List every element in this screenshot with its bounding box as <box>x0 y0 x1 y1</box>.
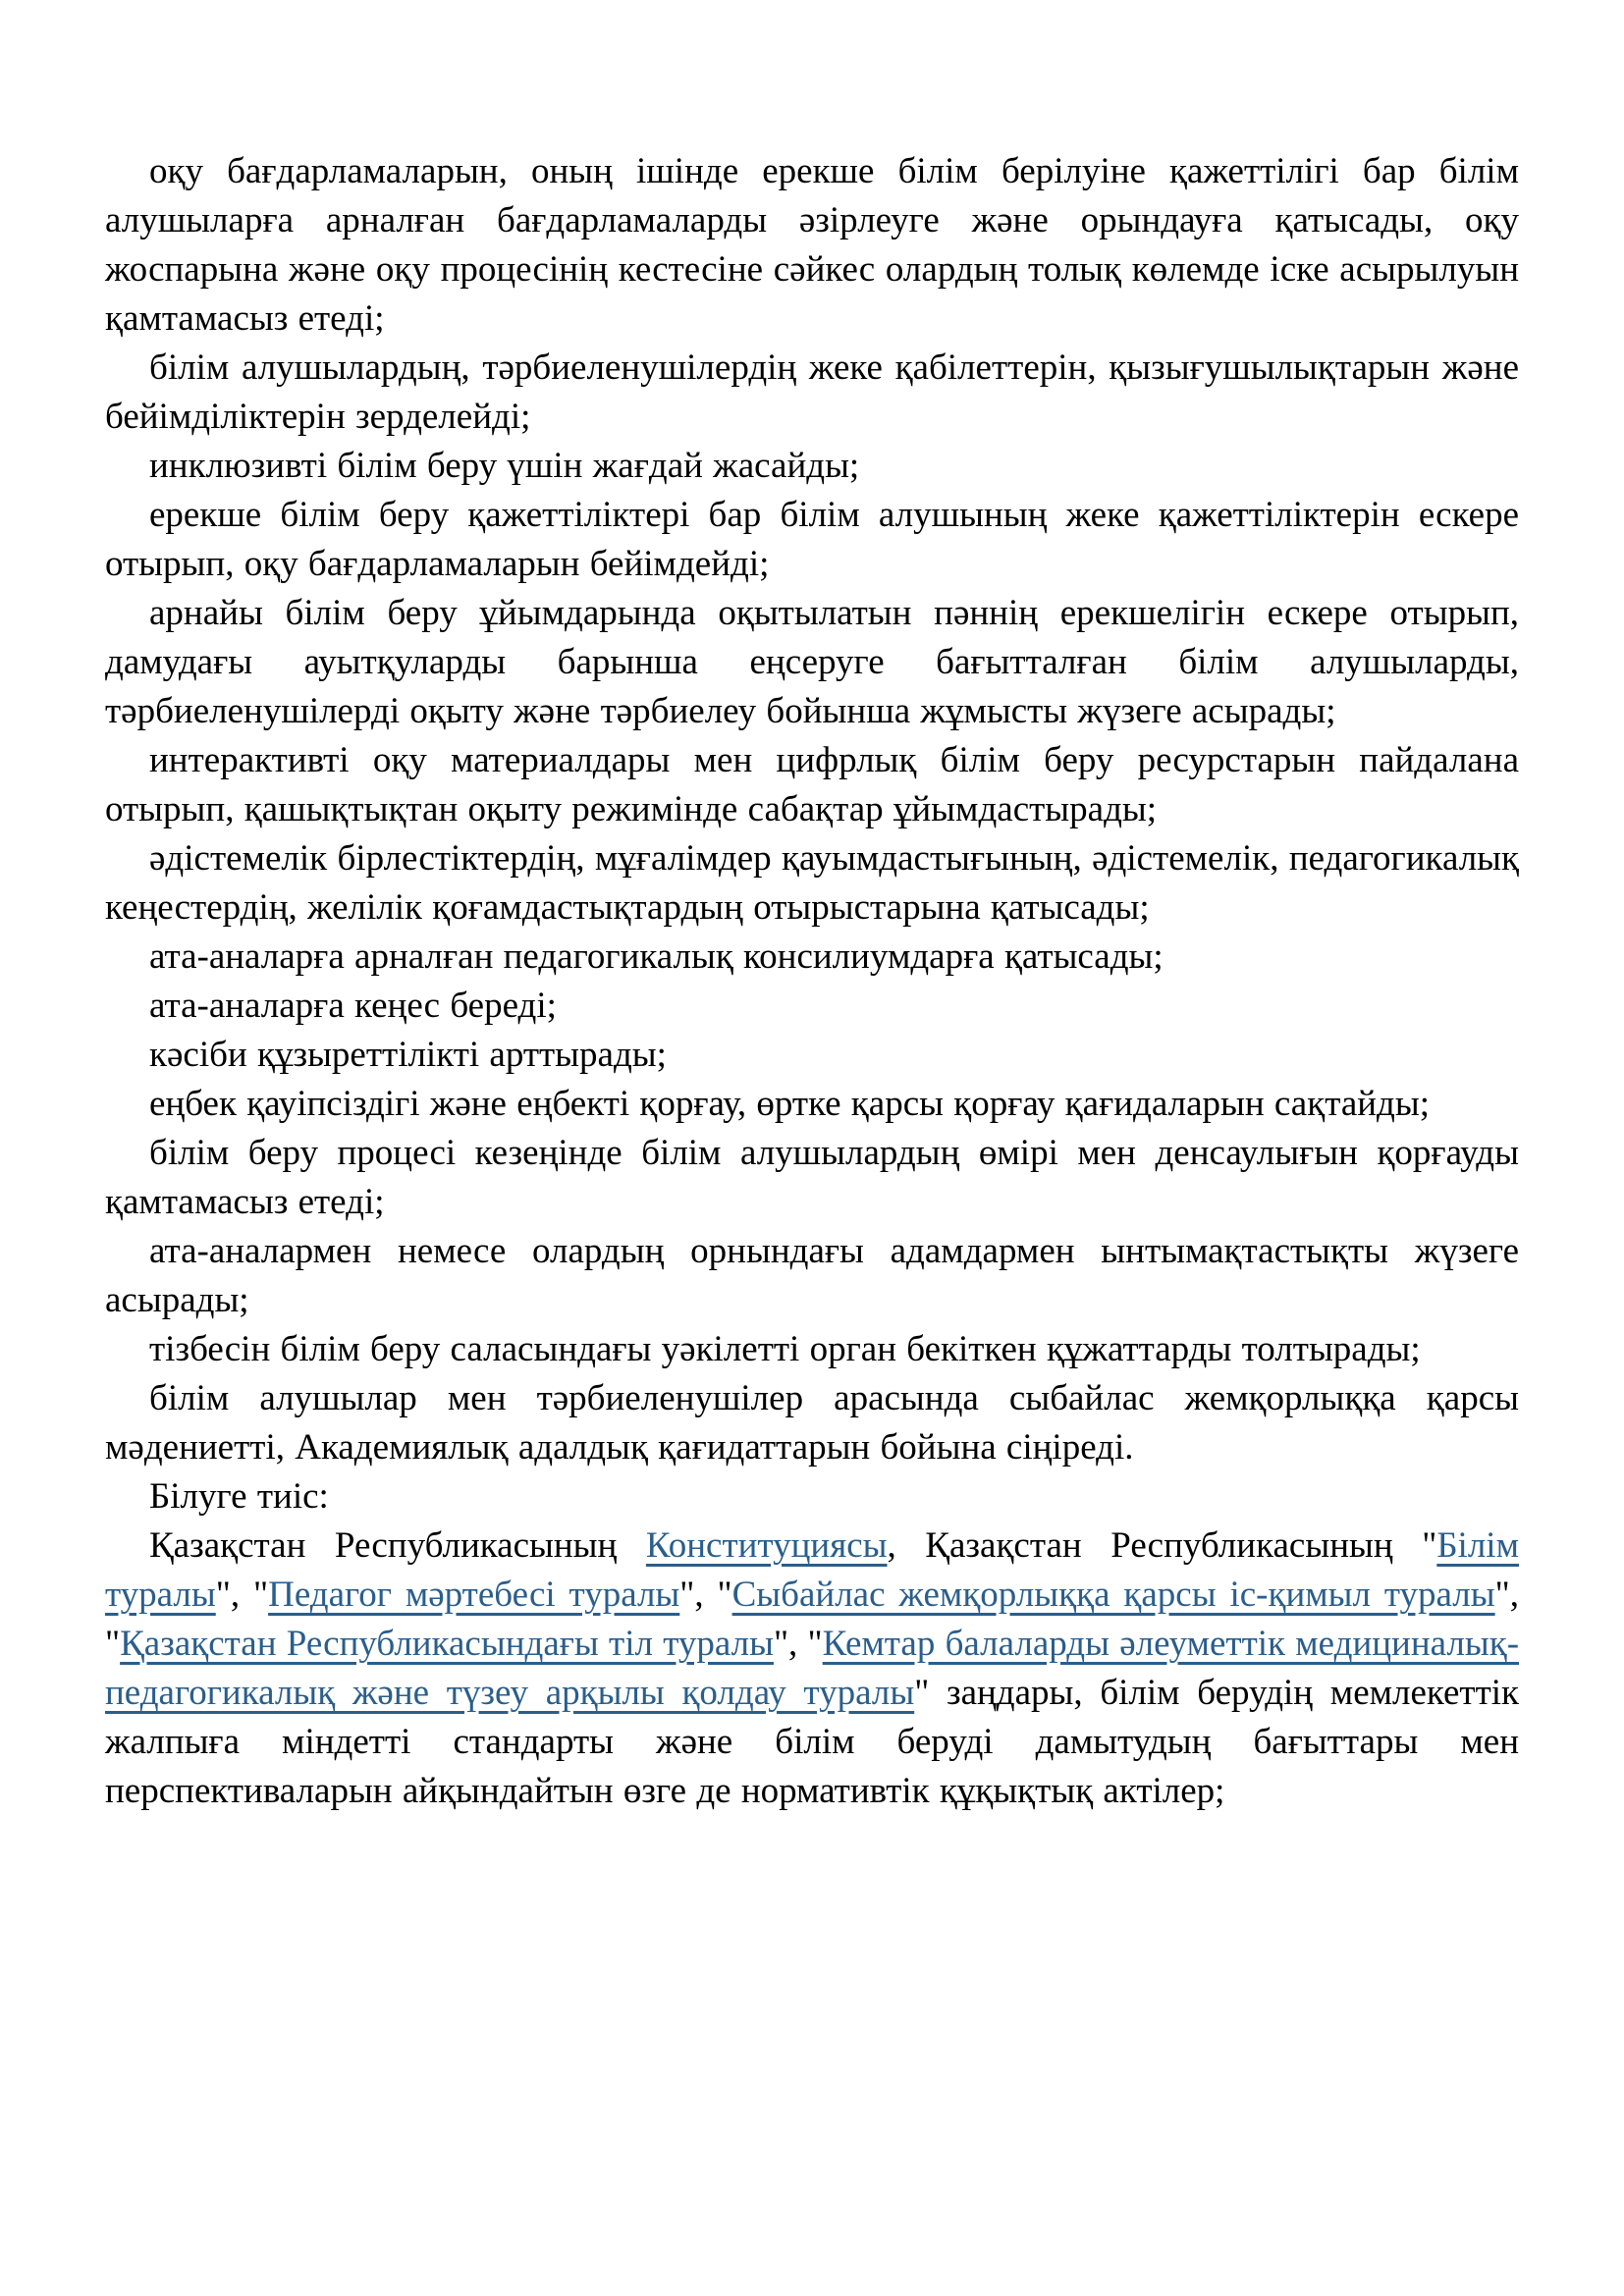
document-body <box>105 147 1519 1816</box>
text-run: әдістемелік бірлестіктердің, мұғалімдер қауымдастығының, әдістемелік, педагогикалық кеңестердің, желілік қоғамдастықтардың отырыстарына қатысады; <box>105 838 1519 928</box>
text-run: ", " <box>773 1624 823 1664</box>
text-run: еңбек қауіпсіздігі және еңбекті қорғау, өртке қарсы қорғау қағидаларын сақтайды; <box>149 1084 1430 1124</box>
text-run: Білуге тиіс: <box>149 1476 329 1517</box>
text-run: білім алушылар мен тәрбиеленушілер арасында сыбайлас жемқорлыққа қарсы мәдениетті, Академиялық адалдық қағидаттарын бойына сіңіреді. <box>105 1378 1519 1468</box>
text-run: инклюзивті білім беру үшін жағдай жасайды; <box>149 446 860 486</box>
paragraph-14 <box>105 1325 1519 1374</box>
paragraph-15 <box>105 1374 1519 1472</box>
text-run: кәсіби құзыреттілікті арттырады; <box>149 1035 667 1075</box>
link-anticorruption-law[interactable]: Сыбайлас жемқорлыққа қарсы іс-қимыл туралы <box>731 1575 1495 1615</box>
paragraph-6 <box>105 736 1519 834</box>
paragraph-2 <box>105 344 1519 442</box>
link-education-law[interactable]: Білім туралы <box>105 1525 1519 1615</box>
paragraph-9 <box>105 982 1519 1031</box>
text-run: ерекше білім беру қажеттіліктері бар білім алушының жеке қажеттіліктерін ескере отырып, оқу бағдарламаларын бейімдейді; <box>105 495 1519 584</box>
paragraph-4 <box>105 491 1519 589</box>
text-run: ", " <box>105 1575 1519 1664</box>
text-run: " заңдары, білім берудің мемлекеттік жалпыға міндетті стандарты және білім беруді дамытудың бағыттары мен перспективаларын айқындайтын өзге де нормативтік құқықтық актілер; <box>105 1673 1519 1811</box>
paragraph-12 <box>105 1129 1519 1227</box>
text-run: интерактивті оқу материалдары мен цифрлық білім беру ресурстарын пайдалана отырып, қашықтықтан оқыту режимінде сабақтар ұйымдастырады; <box>105 740 1519 829</box>
paragraph-17 <box>105 1522 1519 1816</box>
link-language-law[interactable]: Қазақстан Республикасындағы тіл туралы <box>120 1624 774 1664</box>
text-run: ", " <box>679 1575 732 1615</box>
link-teacher-status-law[interactable]: Педагог мәртебесі туралы <box>268 1575 680 1615</box>
text-run: , Қазақстан Республикасының " <box>887 1525 1437 1566</box>
paragraph-7 <box>105 834 1519 933</box>
text-run: білім беру процесі кезеңінде білім алушылардың өмірі мен денсаулығын қорғауды қамтамасыз етеді; <box>105 1133 1519 1222</box>
text-run: тізбесін білім беру саласындағы уәкілетті орган бекіткен құжаттарды толтырады; <box>149 1329 1421 1369</box>
paragraph-5 <box>105 589 1519 736</box>
text-run: білім алушылардың, тәрбиеленушілердің жеке қабілеттерін, қызығушылықтарын және бейімділіктерін зерделейді; <box>105 347 1519 437</box>
text-run: Қазақстан Республикасының <box>149 1525 646 1566</box>
paragraph-11 <box>105 1080 1519 1129</box>
text-run: ата-аналарға арналған педагогикалық консилиумдарға қатысады; <box>149 936 1164 977</box>
text-run: ", " <box>215 1575 269 1615</box>
paragraph-10 <box>105 1031 1519 1080</box>
paragraph-1 <box>105 147 1519 344</box>
paragraph-8 <box>105 933 1519 982</box>
text-run: ата-аналармен немесе олардың орнындағы адамдармен ынтымақтастықты жүзеге асырады; <box>105 1231 1519 1320</box>
paragraph-16 <box>105 1472 1519 1522</box>
text-run: ата-аналарға кеңес береді; <box>149 986 557 1026</box>
paragraph-3 <box>105 442 1519 491</box>
link-constitution[interactable]: Конституциясы <box>645 1525 888 1566</box>
text-run: оқу бағдарламаларын, оның ішінде ерекше білім берілуіне қажеттілігі бар білім алушыларға арналған бағдарламаларды әзірлеуге және орындауға қатысады, оқу жоспарына және оқу процесінің кестесіне сәйкес олардың толық көлемде іске асырылуын қамтамасыз етеді; <box>105 151 1519 339</box>
link-disabled-children-support-law[interactable]: Кемтар балаларды әлеуметтік медициналық-педагогикалық және түзеу арқылы қолдау туралы <box>105 1624 1520 1713</box>
paragraph-13 <box>105 1227 1519 1325</box>
text-run: арнайы білім беру ұйымдарында оқытылатын пәннің ерекшелігін ескере отырып, дамудағы ауытқуларды барынша еңсеруге бағытталған білім алушыларды, тәрбиеленушілерді оқыту және тәрбиелеу бойынша жұмысты жүзеге асырады; <box>105 593 1519 731</box>
